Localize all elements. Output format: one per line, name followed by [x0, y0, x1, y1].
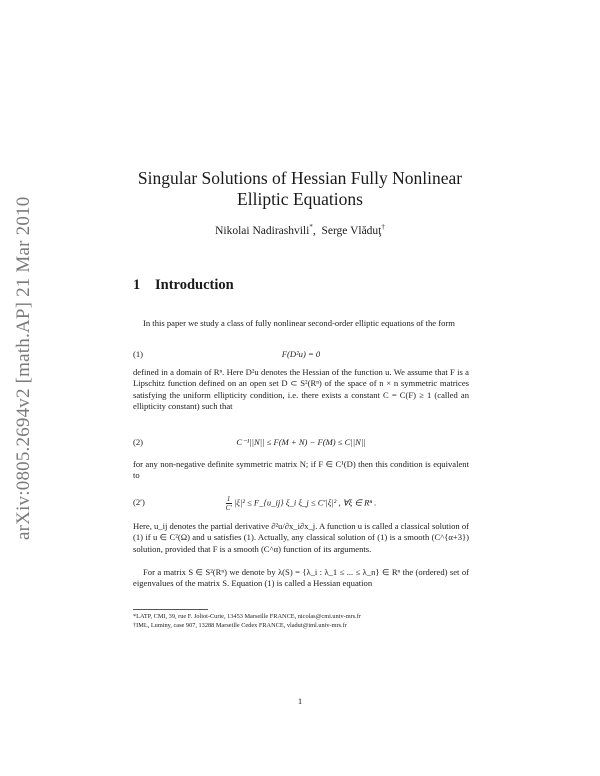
paragraph-intro: In this paper we study a class of fully nonlinear second-order elliptic equations of the form — [143, 318, 455, 328]
equation-2-body: C⁻¹||N|| ≤ F(M + N) − F(M) ≤ C||N|| — [236, 437, 366, 447]
fraction — [226, 495, 232, 512]
title-line-2: Elliptic Equations — [237, 189, 363, 209]
page-number: 1 — [297, 696, 303, 706]
section-number: 1 — [133, 277, 141, 293]
author-2-footnote-mark: † — [381, 223, 385, 231]
author-1-footnote-mark: * — [309, 223, 313, 231]
equation-2 — [133, 437, 469, 451]
arxiv-identifier: arXiv:0805.2694v2 [math.AP] 21 Mar 2010 — [13, 196, 34, 540]
fraction-denominator: C′ — [225, 504, 232, 512]
paragraph-classical-solution: Here, u_ij denotes the partial derivative ∂²u/∂x_i∂x_j. A function u is called a classical solution of (1) if u ∈ C²(Ω) and u satisfies (1). Actually, any classical solution of (1) is a smooth (C^{α+3}) solution, provided that F is a smooth (C^α) function of its arguments. — [133, 521, 469, 554]
equation-2-prime — [133, 495, 469, 512]
equation-2-prime-label: (2′) — [133, 497, 145, 507]
footnotes — [133, 612, 473, 630]
equation-1-label: (1) — [133, 349, 144, 359]
fraction-numerator: 1 — [226, 495, 231, 503]
authors: Nikolai Nadirashvili*, Serge Vlăduţ† — [215, 223, 385, 237]
equation-1 — [133, 349, 469, 363]
equation-2-prime-rest: |ξ|² ≤ F_{u_ij} ξ_i ξ_j ≤ C′|ξ|² , ∀ξ ∈ Rⁿ . — [233, 497, 377, 508]
equation-2-label: (2) — [133, 437, 144, 447]
footnote-1: *LATP, CMI, 39, rue F. Joliot-Curie, 13453 Marseille FRANCE, nicolas@cmi.univ-mrs.fr — [133, 613, 361, 620]
equation-2-prime-body — [133, 495, 469, 512]
section-heading — [133, 277, 234, 294]
footnote-rule — [133, 609, 208, 610]
paragraph-equivalence: for any non-negative definite symmetric matrix N; if F ∈ C¹(D) then this condition is equivalent to — [133, 459, 469, 481]
author-2: Serge Vlăduţ — [321, 224, 382, 237]
footnote-2: †IML, Luminy, case 907, 13288 Marseille Cedex FRANCE, vladut@iml.univ-mrs.fr — [133, 622, 347, 629]
title-line-1: Singular Solutions of Hessian Fully Nonlinear — [137, 168, 463, 188]
paragraph-ellipticity: defined in a domain of Rⁿ. Here D²u denotes the Hessian of the function u. We assume that F is a Lipschitz function defined on an open set D ⊂ S²(Rⁿ) of the space of n × n symmetric matrices satisfying the uniform ellipticity condition, i.e. there exists a constant C = C(F) ≥ 1 (called an ellipticity constant) such that — [133, 367, 469, 411]
section-title: Introduction — [155, 277, 234, 293]
paragraph-hessian: For a matrix S ∈ S²(Rⁿ) we denote by λ(S) = {λ_i : λ_1 ≤ ... ≤ λ_n} ∈ Rⁿ the (ordered) set of eigenvalues of the matrix S. Equation (1) is called a Hessian equation — [133, 567, 469, 589]
author-1: Nikolai Nadirashvili — [215, 224, 310, 237]
paper-title — [0, 168, 600, 210]
equation-1-body: F(D²u) = 0 — [281, 349, 321, 359]
